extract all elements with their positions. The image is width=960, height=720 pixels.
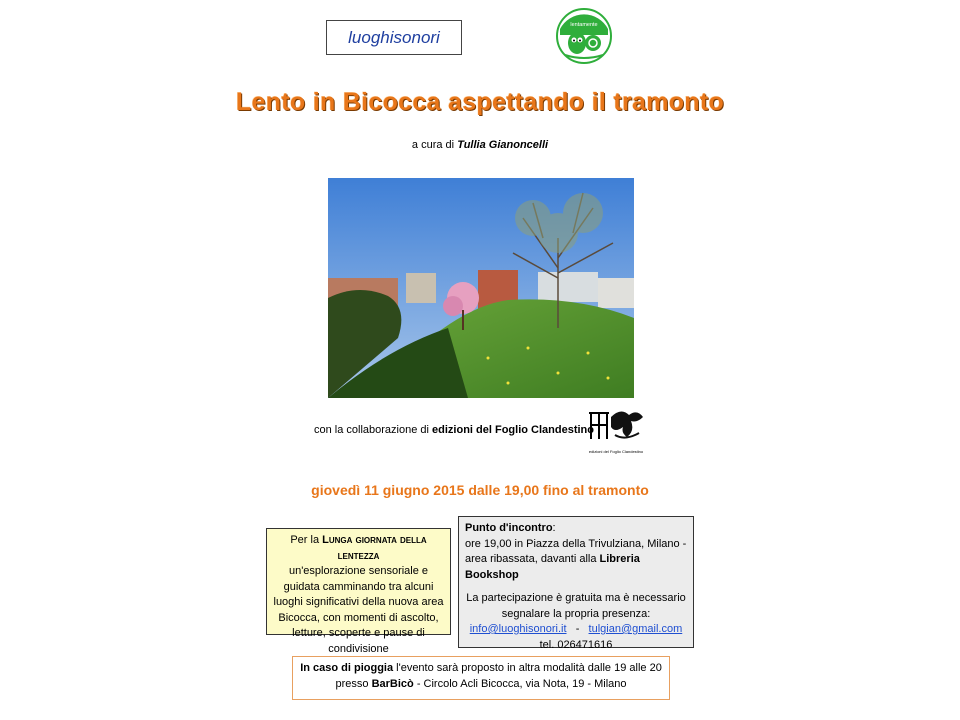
meeting-details [465,537,687,584]
curator-name: Tullia Gianoncelli [457,139,549,151]
event-date: giovedì 11 giugno 2015 dalle 19,00 fino al tramonto [311,482,649,498]
description-box [266,528,451,655]
contact-phone: tel. 026471616 [539,638,613,651]
rain-prefix: presso [335,678,369,690]
curator-prefix: a cura di [411,139,455,151]
page-title: Lento in Bicocca aspettando il tramonto [235,88,725,116]
rain-line2: - Circolo Acli Bicocca, via Nota, 19 - Milano [416,678,627,690]
brand-text: luoghisonori [348,27,440,47]
snail-logo-icon [555,7,613,65]
collaboration-line [314,424,594,436]
collaboration-prefix: con la collaborazione di [314,424,429,436]
email-separator: - [575,623,580,635]
rain-venue: BarBicò [371,678,414,690]
brand-box [326,20,462,55]
curator-line [0,139,960,151]
email-link-info[interactable]: info@luoghisonori.it [469,623,567,635]
rain-notice [292,656,670,700]
contact-emails [465,622,687,638]
foglio-clandestino-logo [585,405,647,457]
meeting-heading: Punto d'incontro [465,522,553,534]
rain-lead: In caso di pioggia [300,662,394,674]
foglio-logo-caption: edizioni del Foglio Clandestino [588,449,644,454]
email-link-tulgian[interactable]: tulgian@gmail.com [588,623,683,635]
description-body: un'esplorazione sensoriale e guidata camminando tra alcuni luoghi significativi della nuova area Bicocca, con momenti di ascolto, letture, scoperte e pause di condivisione [273,565,444,655]
meeting-box: Punto d'incontro: ore 19,00 in Piazza della Trivulziana, Milano - area ribassata, davanti alla Libreria Bookshop La partecipazione è gratuita ma è necessario segnalare la propria presenza: info@luoghisonori.it - tulgian@gmail.com tel. 026471616 [458,516,694,648]
description-lead: Per la [290,534,320,546]
snail-logo-text: lentamente [570,22,598,28]
park-photo [328,178,634,398]
collaboration-name: edizioni del Foglio Clandestino [432,424,594,436]
description-highlight: Lunga giornata della lentezza [322,534,427,562]
participation-text: La partecipazione è gratuita ma è necessario segnalare la propria presenza: [466,592,686,620]
meeting-text: ore 19,00 in Piazza della Trivulziana, Milano - area ribassata, davanti alla [465,537,687,565]
meeting-place: Libreria Bookshop [465,553,640,581]
rain-line1: l'evento sarà proposto in altra modalità dalle 19 alle 20 [396,662,662,674]
